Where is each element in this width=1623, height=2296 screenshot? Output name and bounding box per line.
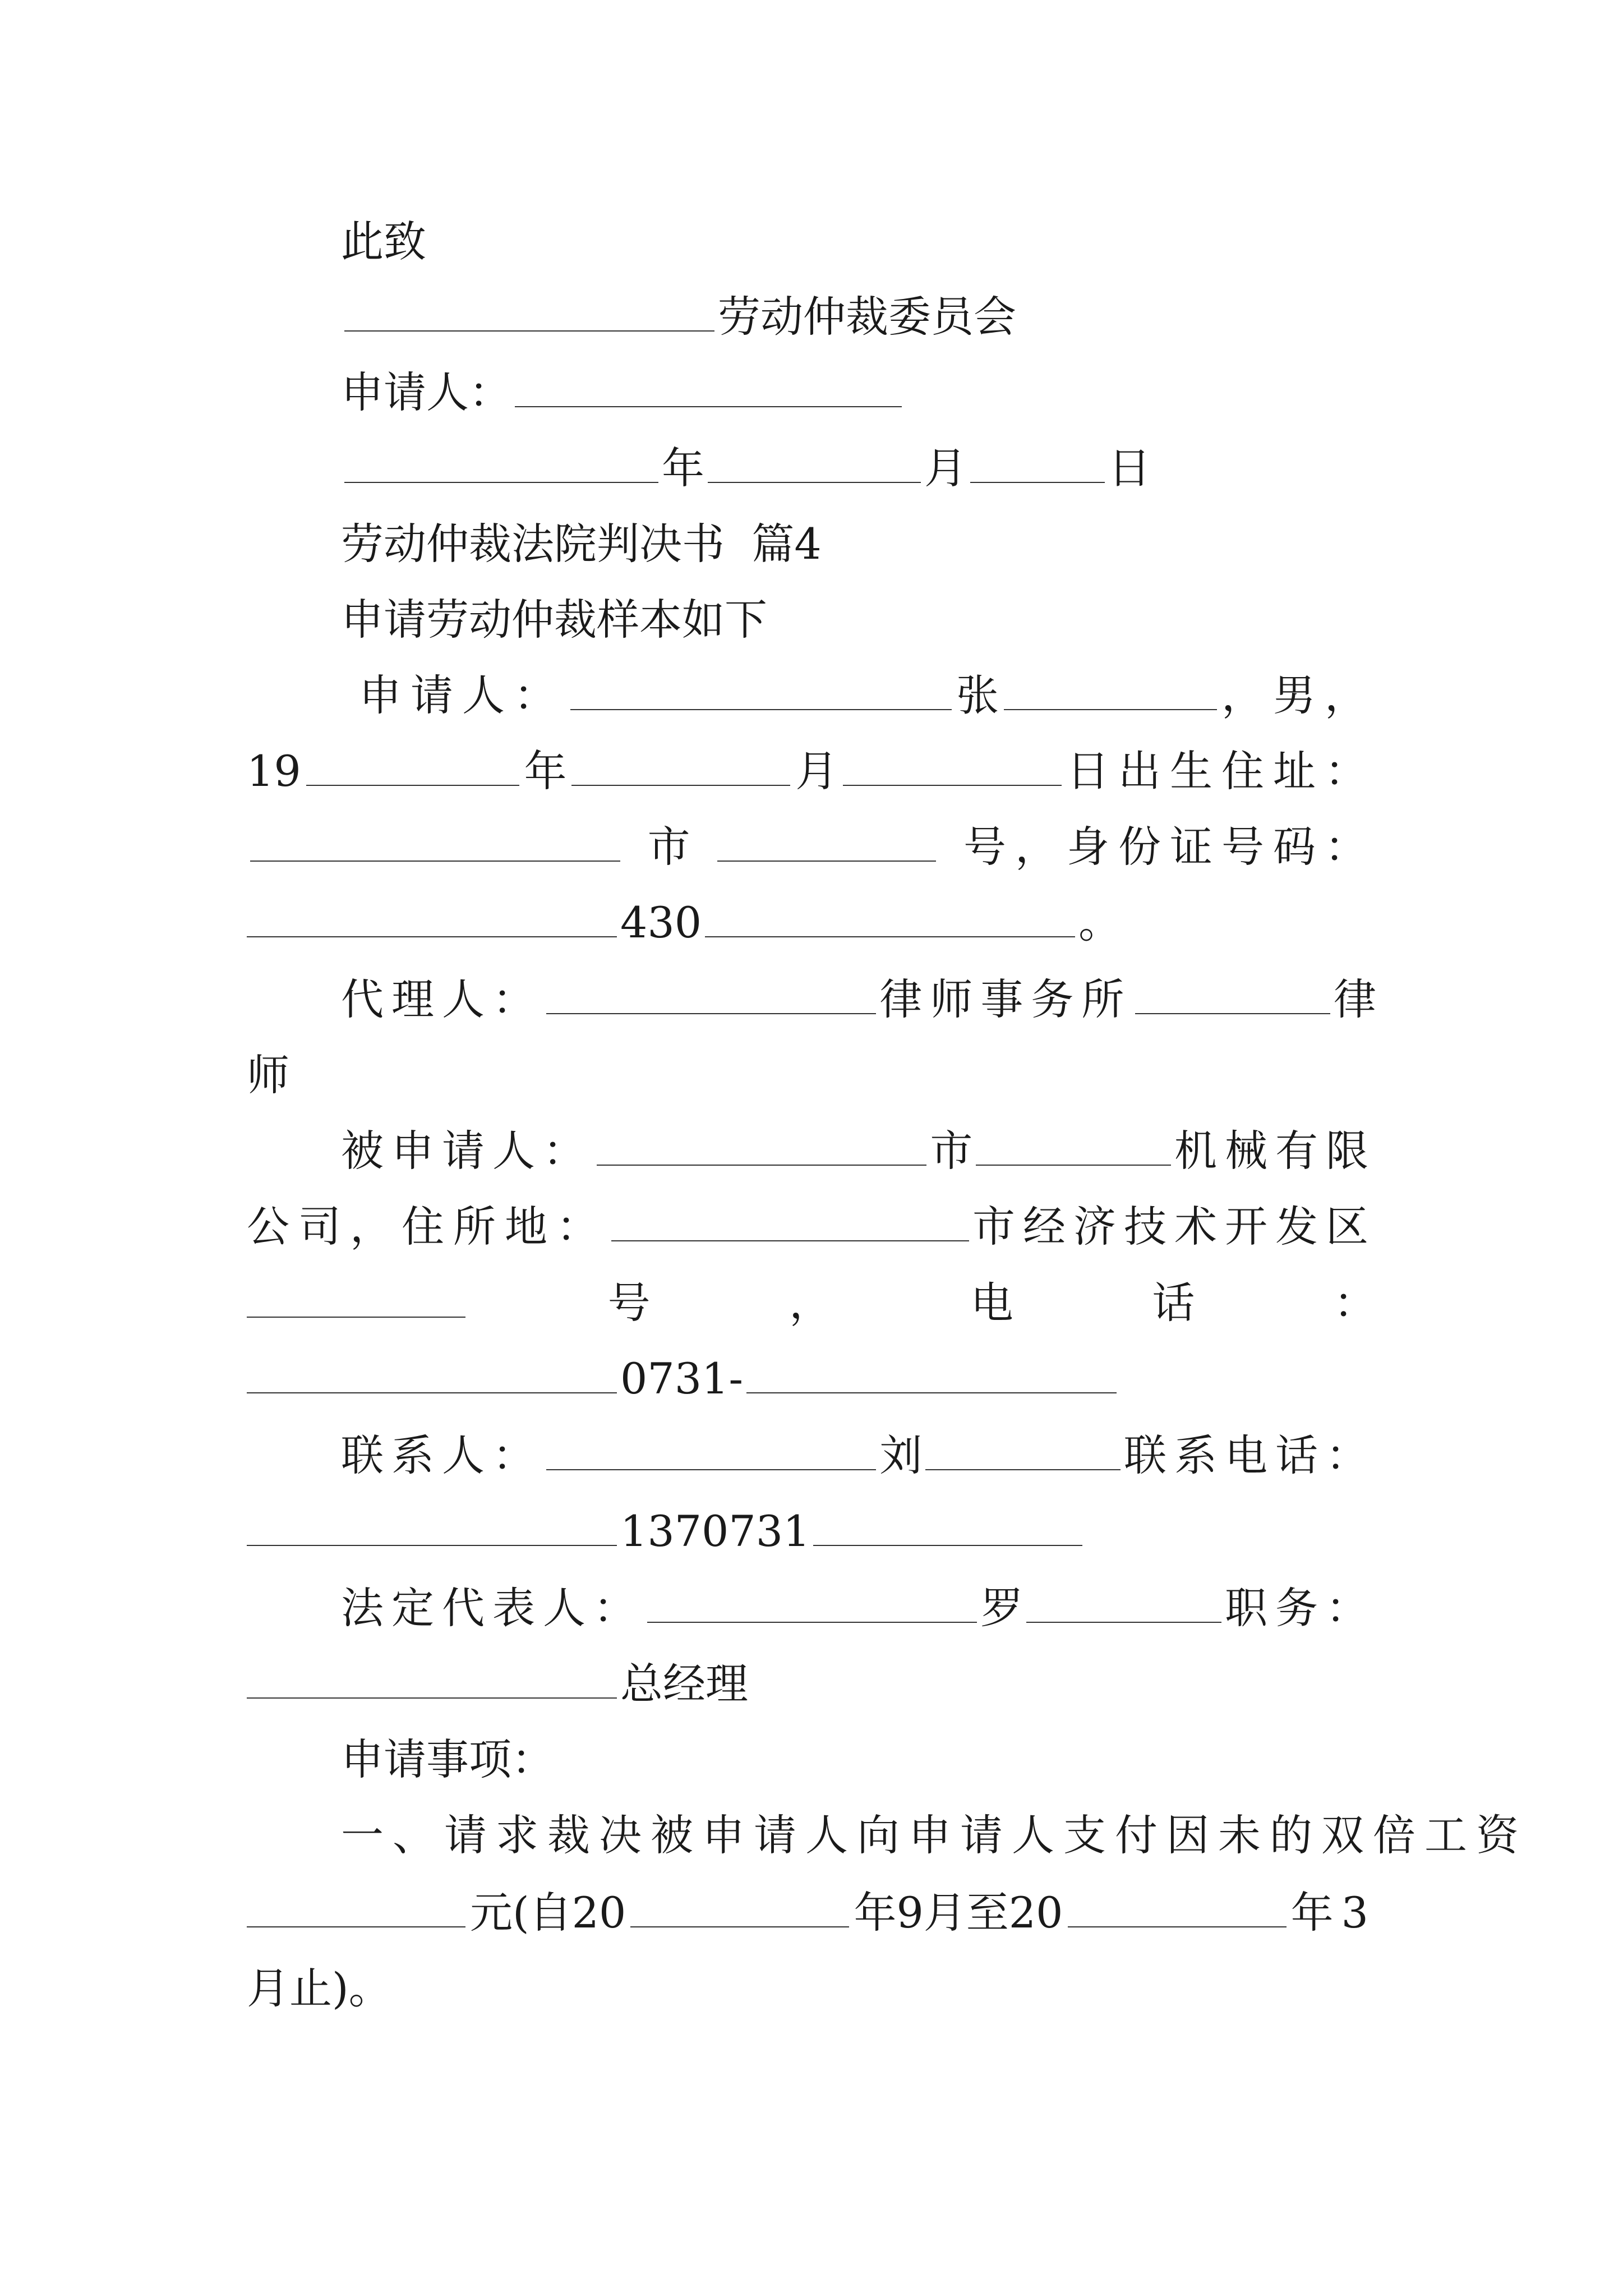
section-subtitle-line — [341, 589, 1376, 651]
id-blank-2[interactable] — [705, 936, 1075, 937]
contact-phone-label: 联系电话： — [1124, 1430, 1376, 1480]
claim-amount-unit: 元(自20 — [470, 1888, 626, 1938]
date-year-blank[interactable] — [344, 481, 658, 483]
claim-1-line-1 — [341, 1805, 1528, 1866]
section-title: 劳动仲裁法院判决书 — [341, 519, 725, 569]
contact-line-2 — [247, 1501, 1376, 1562]
applicant-line-1 — [359, 665, 1376, 726]
legal-rep-position-label: 职务： — [1225, 1583, 1376, 1633]
agent-title-2: 师 — [247, 1050, 289, 1100]
committee-suffix: 劳动仲裁委员会 — [718, 292, 1016, 342]
respondent-number-blank[interactable] — [247, 1316, 465, 1318]
section-part-label: 篇4 — [751, 519, 822, 569]
respondent-address: 市经济技术开发区 — [972, 1202, 1376, 1251]
closing-applicant-line — [341, 362, 1376, 424]
date-year-label: 年 — [662, 443, 704, 493]
contact-line-1 — [341, 1425, 1376, 1487]
legal-rep-line-2 — [247, 1653, 1376, 1715]
respondent-number: 号 — [607, 1278, 651, 1328]
contact-label: 联系人： — [341, 1430, 543, 1480]
birth-year-blank[interactable] — [306, 784, 519, 786]
respondent-line-3 — [247, 1272, 1376, 1334]
birth-address-label: 日出生住址： — [1066, 746, 1376, 796]
contact-surname: 刘 — [879, 1430, 923, 1480]
contact-phone-blank-1[interactable] — [247, 1544, 617, 1546]
respondent-phone-label-2: 话 — [1152, 1278, 1195, 1328]
legal-rep-label: 法定代表人： — [341, 1583, 644, 1633]
agent-line-1 — [341, 969, 1376, 1030]
respondent-company-1: 机械有限 — [1174, 1126, 1376, 1176]
claim-start-year-blank[interactable] — [630, 1926, 849, 1927]
applicant-line-4 — [247, 892, 1376, 954]
respondent-line-2 — [247, 1196, 1376, 1258]
agent-blank[interactable] — [546, 1013, 876, 1014]
closing-applicant-label: 申请人： — [341, 367, 511, 417]
respondent-phone-colon: ： — [1333, 1278, 1376, 1328]
claim-end-year: 年3 — [1290, 1888, 1376, 1938]
legal-rep-position: 总经理 — [620, 1659, 748, 1709]
closing-date-line — [341, 438, 1376, 499]
respondent-line-4 — [247, 1348, 1376, 1410]
claims-heading: 申请事项： — [341, 1734, 554, 1784]
agent-title-1: 律 — [1334, 974, 1376, 1024]
birth-month-blank[interactable] — [571, 784, 790, 786]
respondent-phone-blank-2[interactable] — [746, 1392, 1117, 1393]
legal-rep-position-blank[interactable] — [247, 1697, 617, 1699]
respondent-address-blank[interactable] — [611, 1240, 969, 1241]
salutation: 此致 — [341, 217, 426, 266]
salutation-line — [341, 211, 1376, 273]
section-subtitle: 申请劳动仲裁样本如下 — [341, 595, 767, 645]
respondent-company-2: 公司，住所地： — [247, 1202, 608, 1251]
claim-1-line-3 — [247, 1958, 1376, 2019]
respondent-label: 被申请人： — [341, 1126, 593, 1176]
date-day-label: 日 — [1108, 443, 1151, 493]
date-month-label: 月 — [924, 443, 967, 493]
section-title-line — [341, 513, 1376, 575]
date-day-blank[interactable] — [970, 481, 1105, 483]
claim-1-line-2 — [247, 1882, 1376, 1944]
applicant-name-blank[interactable] — [1004, 708, 1217, 710]
agent-line-2 — [247, 1045, 1376, 1106]
legal-rep-surname: 罗 — [980, 1583, 1023, 1633]
birth-day-blank[interactable] — [843, 784, 1062, 786]
respondent-phone-prefix: 0731- — [620, 1354, 744, 1404]
id-prefix: 430 — [620, 898, 702, 947]
agent-label: 代理人： — [341, 974, 543, 1024]
respondent-city: 市 — [930, 1126, 973, 1176]
date-month-blank[interactable] — [708, 481, 921, 483]
claim-start-month: 年9月至20 — [854, 1888, 1063, 1938]
claims-heading-line — [341, 1729, 1376, 1791]
legal-rep-name-blank[interactable] — [1026, 1621, 1221, 1623]
claim-end-year-blank[interactable] — [1068, 1926, 1287, 1927]
respondent-comma: ， — [789, 1278, 832, 1328]
agent-firm: 律师事务所 — [879, 974, 1132, 1024]
respondent-phone-label-1: 电 — [970, 1278, 1013, 1328]
closing-applicant-blank[interactable] — [515, 406, 902, 407]
address-city: 市 — [647, 822, 690, 872]
contact-blank[interactable] — [546, 1469, 876, 1470]
id-period: 。 — [1078, 898, 1122, 947]
id-number-label: 号，身份证号码： — [963, 822, 1376, 872]
legal-rep-line-1 — [341, 1577, 1376, 1639]
id-blank-1[interactable] — [247, 936, 617, 937]
address-blank[interactable] — [250, 860, 620, 862]
respondent-company-blank[interactable] — [976, 1164, 1171, 1166]
birth-year-prefix: 19 — [247, 746, 301, 796]
committee-name-blank[interactable] — [344, 330, 714, 332]
birth-year-label: 年 — [524, 746, 567, 796]
applicant-blank-1[interactable] — [570, 708, 952, 710]
claim-end-month: 月止)。 — [247, 1963, 391, 2013]
respondent-phone-blank-1[interactable] — [247, 1392, 617, 1393]
respondent-blank[interactable] — [597, 1164, 926, 1166]
claim-1-text: 一、请求裁决被申请人向申请人支付因未的双倍工资 — [341, 1810, 1528, 1860]
applicant-surname: 张 — [956, 670, 999, 720]
contact-name-blank[interactable] — [925, 1469, 1121, 1470]
contact-phone-prefix: 1370731 — [620, 1506, 810, 1556]
applicant-gender: ，男， — [1221, 670, 1376, 720]
applicant-line-3 — [247, 816, 1376, 878]
respondent-line-1 — [341, 1120, 1376, 1182]
legal-rep-blank[interactable] — [647, 1621, 977, 1623]
applicant-label: 申请人： — [359, 670, 565, 720]
claim-amount-blank[interactable] — [247, 1926, 465, 1927]
address-number-blank[interactable] — [717, 860, 936, 862]
committee-line — [341, 286, 1376, 348]
birth-month-label: 月 — [795, 746, 838, 796]
contact-phone-blank-2[interactable] — [813, 1544, 1082, 1546]
agent-name-blank[interactable] — [1135, 1013, 1330, 1014]
applicant-line-2 — [247, 740, 1376, 802]
